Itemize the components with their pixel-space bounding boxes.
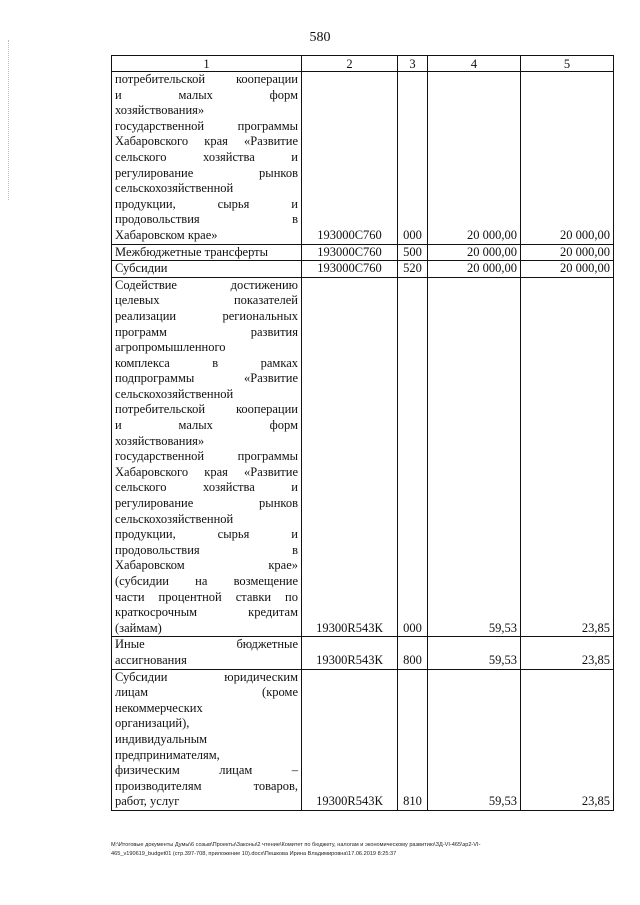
row-sum-2020: 20 000,00 — [428, 261, 521, 278]
description-line: организаций), — [115, 716, 190, 731]
table-row — [112, 669, 614, 810]
description-line: индивидуальным — [115, 731, 208, 746]
row-sum-2021: 23,85 — [521, 637, 614, 669]
description-line: продукции, сырья и — [115, 196, 298, 211]
header-col-1: 1 — [112, 56, 302, 72]
description-line: реализации региональных — [115, 308, 298, 323]
description-line: подпрограммы «Развитие — [115, 371, 298, 386]
row-sum-2020: 20 000,00 — [428, 72, 521, 245]
row-description — [112, 72, 302, 245]
description-line: предпринимателям, — [115, 747, 220, 762]
page-number: 580 — [309, 30, 331, 45]
table-row — [112, 244, 614, 261]
description-line: сельского хозяйства и — [115, 480, 298, 495]
description-line: Иные бюджетные — [115, 637, 298, 652]
header-col-4: 4 — [428, 56, 521, 72]
file-path-footer — [111, 841, 621, 859]
budget-table — [111, 55, 614, 811]
description-line: сельскохозяйственной — [115, 386, 234, 401]
row-sum-2020: 59,53 — [428, 277, 521, 637]
description-line: сельского хозяйства и — [115, 149, 298, 164]
row-sum-2021: 23,85 — [521, 669, 614, 810]
row-expense-type: 810 — [398, 669, 428, 810]
row-expense-type: 800 — [398, 637, 428, 669]
description-line: и малых форм — [115, 87, 298, 102]
description-line: сельскохозяйственной — [115, 511, 234, 526]
row-sum-2021: 23,85 — [521, 277, 614, 637]
description-line: государственной программы — [115, 449, 298, 464]
description-line: программ развития — [115, 324, 298, 339]
row-description — [112, 277, 302, 637]
row-target-code: 193000С760 — [302, 261, 398, 278]
description-line: хозяйствования» — [115, 433, 205, 448]
table-row — [112, 72, 614, 245]
description-line: продукции, сырья и — [115, 527, 298, 542]
description-line: Субсидии юридическим — [115, 669, 298, 684]
row-expense-type: 000 — [398, 277, 428, 637]
table-row — [112, 637, 614, 669]
description-line: комплекса в рамках — [115, 355, 298, 370]
footer-line-2: 465_v190619_budget01 (стр.397-708, приложение 10).docx\Пешкова Ирина Владимировна\17.06.2019 8:25:37 — [111, 851, 397, 857]
table-header-row — [112, 56, 614, 72]
description-line: краткосрочным кредитам — [115, 605, 298, 620]
footer-line-1: M:\Итоговые документы Думы\6 созыв\Проекты\Законы\2 чтение\Комитет по бюджету, налогам и экономическому развитию\ЗД-VI-465\зр2-VI- — [111, 842, 481, 848]
row-sum-2020: 59,53 — [428, 637, 521, 669]
row-description — [112, 261, 302, 278]
row-target-code: 19300R543К — [302, 637, 398, 669]
description-line: части процентной ставки по — [115, 589, 298, 604]
row-sum-2020: 20 000,00 — [428, 244, 521, 261]
row-sum-2021: 20 000,00 — [521, 244, 614, 261]
row-description — [112, 669, 302, 810]
description-line: Хабаровском крае» — [115, 227, 218, 242]
table-row — [112, 277, 614, 637]
row-target-code: 19300R543К — [302, 277, 398, 637]
description-line: агропромышленного — [115, 340, 226, 355]
description-line: (займам) — [115, 620, 162, 635]
description-line: (субсидии на возмещение — [115, 574, 298, 588]
description-line: производителям товаров, — [115, 778, 298, 793]
description-line: некоммерческих — [115, 700, 203, 715]
description-line: потребительской кооперации — [115, 72, 298, 86]
row-sum-2021: 20 000,00 — [521, 261, 614, 278]
description-line: государственной программы — [115, 118, 298, 133]
description-line: сельскохозяйственной — [115, 181, 234, 196]
row-sum-2020: 59,53 — [428, 669, 521, 810]
header-col-5: 5 — [521, 56, 614, 72]
description-line: хозяйствования» — [115, 103, 205, 118]
row-expense-type: 000 — [398, 72, 428, 245]
description-line: Субсидии — [115, 261, 168, 276]
header-col-3: 3 — [398, 56, 428, 72]
row-sum-2021: 20 000,00 — [521, 72, 614, 245]
description-line: потребительской кооперации — [115, 402, 298, 417]
row-expense-type: 520 — [398, 261, 428, 278]
description-line: Хабаровском крае» — [115, 558, 298, 573]
row-description — [112, 637, 302, 669]
description-line: продовольствия в — [115, 542, 298, 557]
description-line: работ, услуг — [115, 794, 180, 809]
description-line: лицам (кроме — [115, 685, 298, 700]
description-line: и малых форм — [115, 418, 298, 433]
description-line: регулирование рынков — [115, 496, 298, 511]
description-line: физическим лицам – — [115, 763, 298, 778]
table-row — [112, 261, 614, 278]
description-line: ассигнования — [115, 652, 187, 667]
description-line: целевых показателей — [115, 293, 298, 308]
description-line: регулирование рынков — [115, 165, 298, 180]
description-line: Хабаровского края «Развитие — [115, 464, 298, 479]
scan-margin-marks — [8, 40, 11, 200]
row-description — [112, 244, 302, 261]
description-line: Содействие достижению — [115, 277, 298, 292]
row-target-code: 193000С760 — [302, 72, 398, 245]
description-line: Межбюджетные трансферты — [115, 244, 269, 259]
description-line: продовольствия в — [115, 212, 298, 227]
row-target-code: 193000С760 — [302, 244, 398, 261]
row-target-code: 19300R543К — [302, 669, 398, 810]
row-expense-type: 500 — [398, 244, 428, 261]
description-line: Хабаровского края «Развитие — [115, 134, 298, 149]
header-col-2: 2 — [302, 56, 398, 72]
